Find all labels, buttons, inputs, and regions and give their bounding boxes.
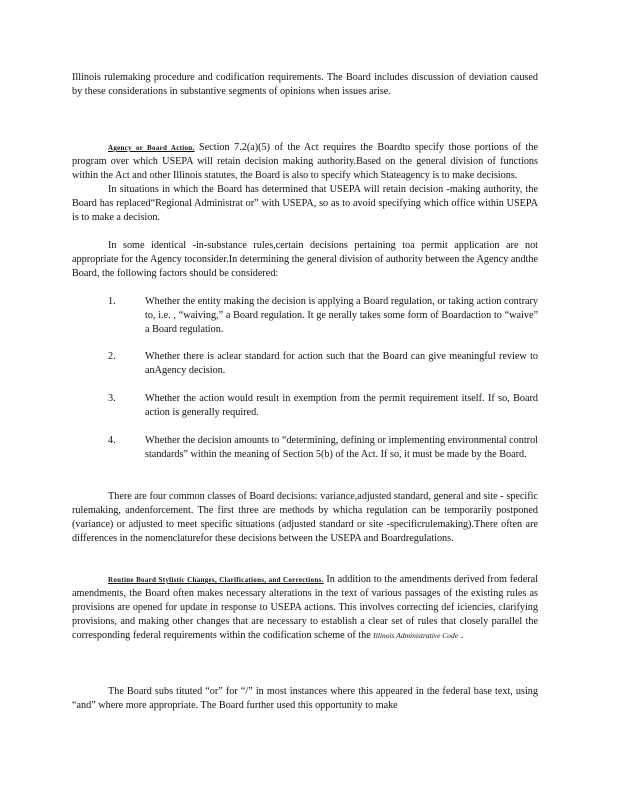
list-number: 3. xyxy=(108,393,116,404)
section-heading-agency-or-board-action: Agency or Board Action. xyxy=(108,144,195,152)
list-number: 2. xyxy=(108,351,116,362)
paragraph-routine-changes xyxy=(72,573,538,643)
paragraph-identical-in-substance: In some identical -in-substance rules,certain decisions pertaining toa permit application are not appropriate for the Agency toconsider.In determining the general division of authority between the Agency andthe Board, the following factors should be considered: xyxy=(72,240,538,279)
paragraph-decision-authority: In situations in which the Board has determined that USEPA will retain decision -making authority, the Board has replaced“Regional Administrat or” with USEPA, so as to avoid specifying which office within USEPA is to make a decision. xyxy=(72,184,538,223)
paragraph-body: Section 7.2(a)(5) of the Act requires the Boardto specify those portions of the program over which USEPA will retain decision making authority.Based on the general division of functions within the Act and other Illinois statutes, the Board is also to specify which Stateagency is to make decisions. xyxy=(72,142,539,181)
paragraph-board-decisions: There are four common classes of Board decisions: variance,adjusted standard, general and site - specific rulemaking, andenforcement. The first three are methods by whicha regulation can be temporarily postponed (variance) or adjusted to meet specific situations (adjusted standard or site -specificrulemaking).There often are differences in the nomenclaturefor these decisions between the USEPA and Boardregulations. xyxy=(72,491,538,544)
code-citation: Illinois Administrative Code xyxy=(373,631,459,640)
list-number: 1. xyxy=(108,296,116,307)
paragraph-substitutions: The Board subs tituted “or” for “/” in most instances where this appeared in the federal base text, using “and” where more appropriate. The Board further used this opportunity to make xyxy=(72,686,538,711)
list-text: Whether there is aclear standard for action such that the Board can give meaningful review to anAgency decision. xyxy=(145,351,538,376)
list-text: Whether the entity making the decision is applying a Board regulation, or taking action contrary to, i.e. , “waiving,” a Board regulation. It ge nerally takes some form of Boardaction to “waive” a Board regulation. xyxy=(145,296,538,335)
paragraph-body: In addition to the amendments derived from federal amendments, the Board often makes necessary alterations in the text of various passages of the existing rules as provisions are opened for update in response to USEPA actions. This involves correcting def iciencies, clarifying provisions, and making other changes that are necessary to establish a clear set of rules that closely parallel the corresponding federal requirements within the codification scheme of the xyxy=(72,574,538,641)
paragraph-intro: Illinois rulemaking procedure and codification requirements. The Board includes discussion of deviation caused by these considerations in substantive segments of opinions when issues arise. xyxy=(72,72,538,97)
paragraph-end: . xyxy=(458,630,464,641)
list-text: Whether the decision amounts to “determining, defining or implementing environmental control standards” within the meaning of Section 5(b) of the Act. If so, it must be made by the Board. xyxy=(145,435,538,460)
section-heading-routine-changes: Routine Board Stylistic Changes, Clarifications, and Corrections. xyxy=(108,576,324,584)
list-text: Whether the action would result in exemption from the permit requirement itself. If so, Board action is generally required. xyxy=(145,393,538,418)
list-number: 4. xyxy=(108,435,116,446)
paragraph-agency-or-board-action xyxy=(72,141,538,183)
